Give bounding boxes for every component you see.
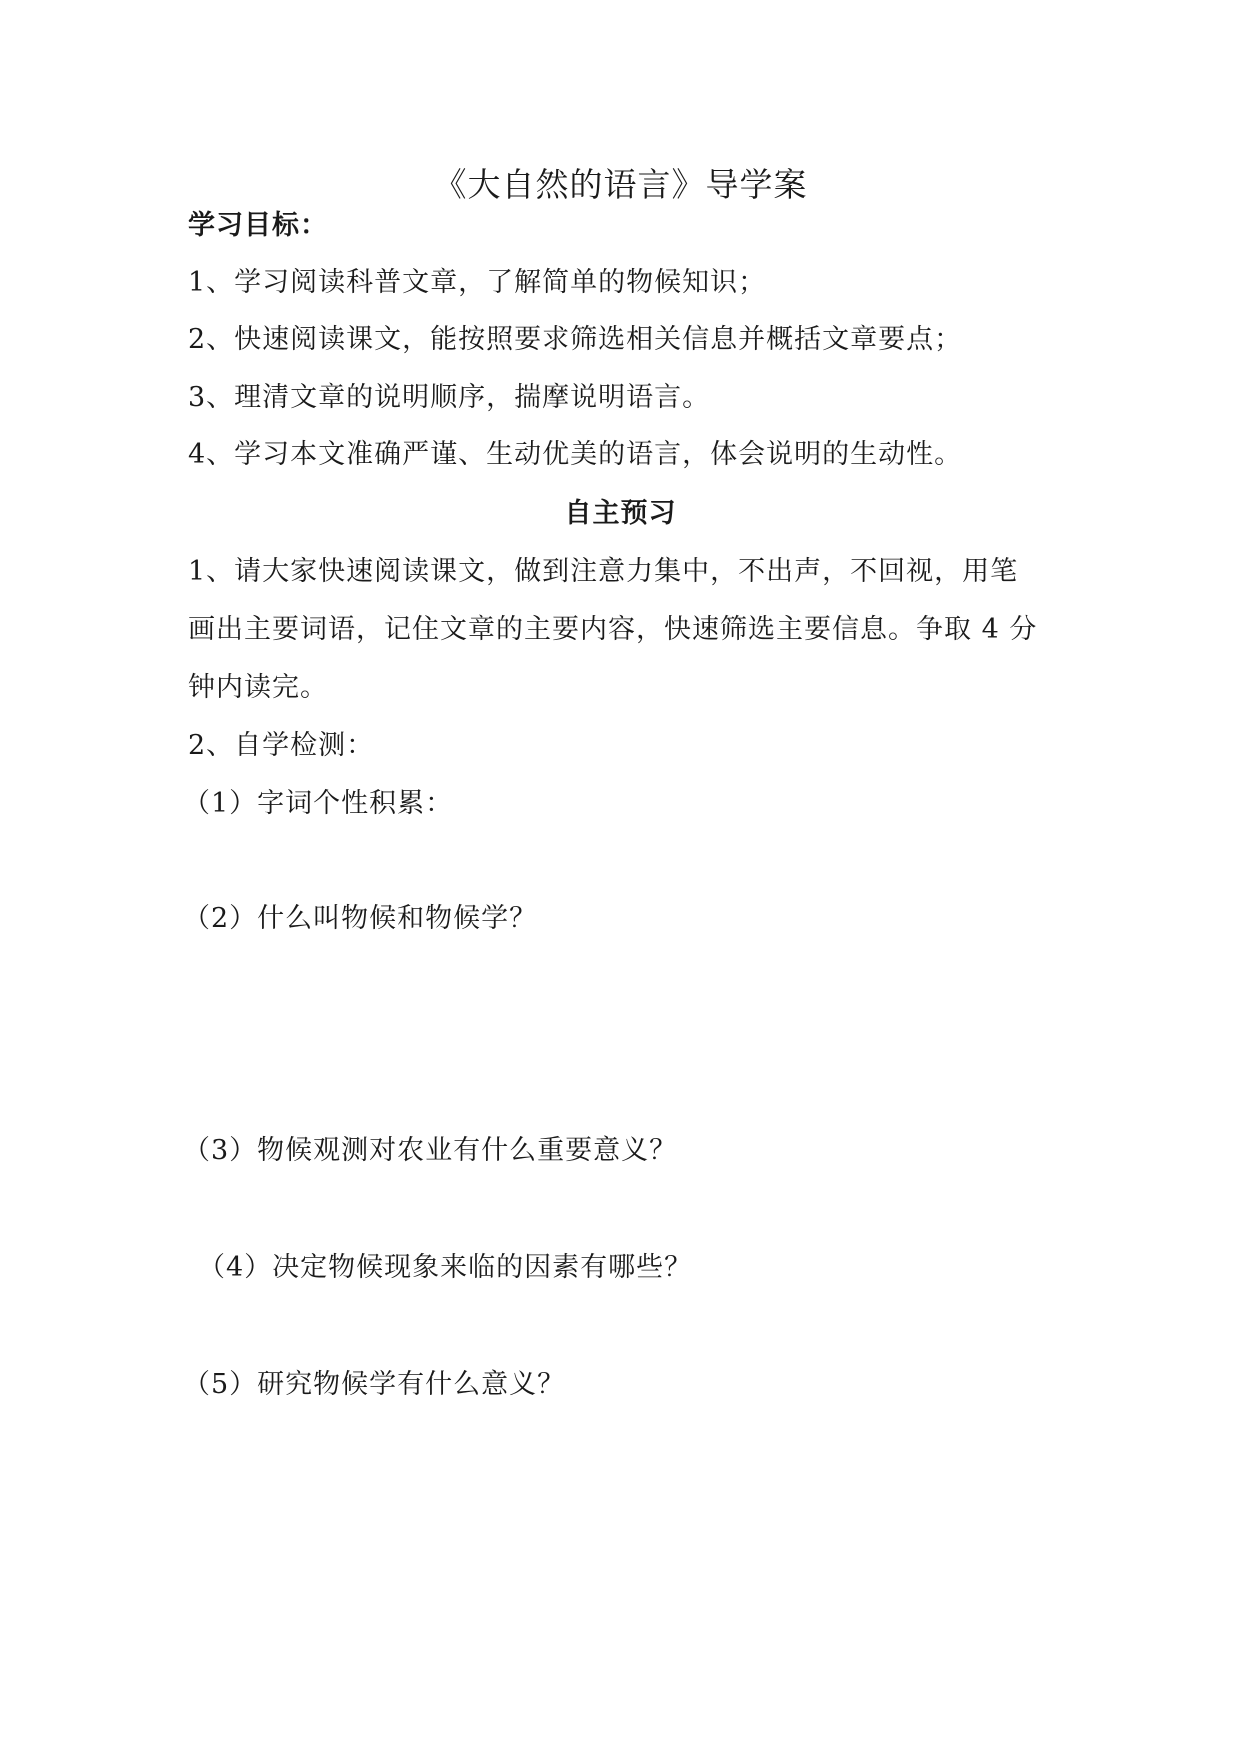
preview-item2: 2、自学检测： xyxy=(188,730,375,761)
preview-heading: 自主预习 xyxy=(564,498,677,529)
objectives-heading: 学习目标： xyxy=(188,210,328,241)
document-title: 《大自然的语言》导学案 xyxy=(433,165,808,204)
objective-item: 4、学习本文准确严谨、生动优美的语言，体会说明的生动性。 xyxy=(188,439,963,470)
question-3: （3）物候观测对农业有什么重要意义？ xyxy=(183,1135,678,1166)
question-5: （5）研究物候学有什么意义？ xyxy=(183,1369,566,1400)
objective-item: 3、理清文章的说明顺序，揣摩说明语言。 xyxy=(188,382,711,413)
preview-item1-line: 画出主要词语，记住文章的主要内容，快速筛选主要信息。争取 4 分 xyxy=(188,614,1038,645)
preview-item1-line: 钟内读完。 xyxy=(188,672,328,703)
objective-item: 2、快速阅读课文，能按照要求筛选相关信息并概括文章要点； xyxy=(188,324,963,355)
question-4: （4）决定物候现象来临的因素有哪些？ xyxy=(198,1252,693,1283)
objective-item: 1、学习阅读科普文章，了解简单的物候知识； xyxy=(188,267,767,298)
question-2: （2）什么叫物候和物候学？ xyxy=(183,903,538,934)
preview-item1-line: 1、请大家快速阅读课文，做到注意力集中，不出声，不回视，用笔 xyxy=(188,556,1019,587)
question-1: （1）字词个性积累： xyxy=(183,788,454,819)
